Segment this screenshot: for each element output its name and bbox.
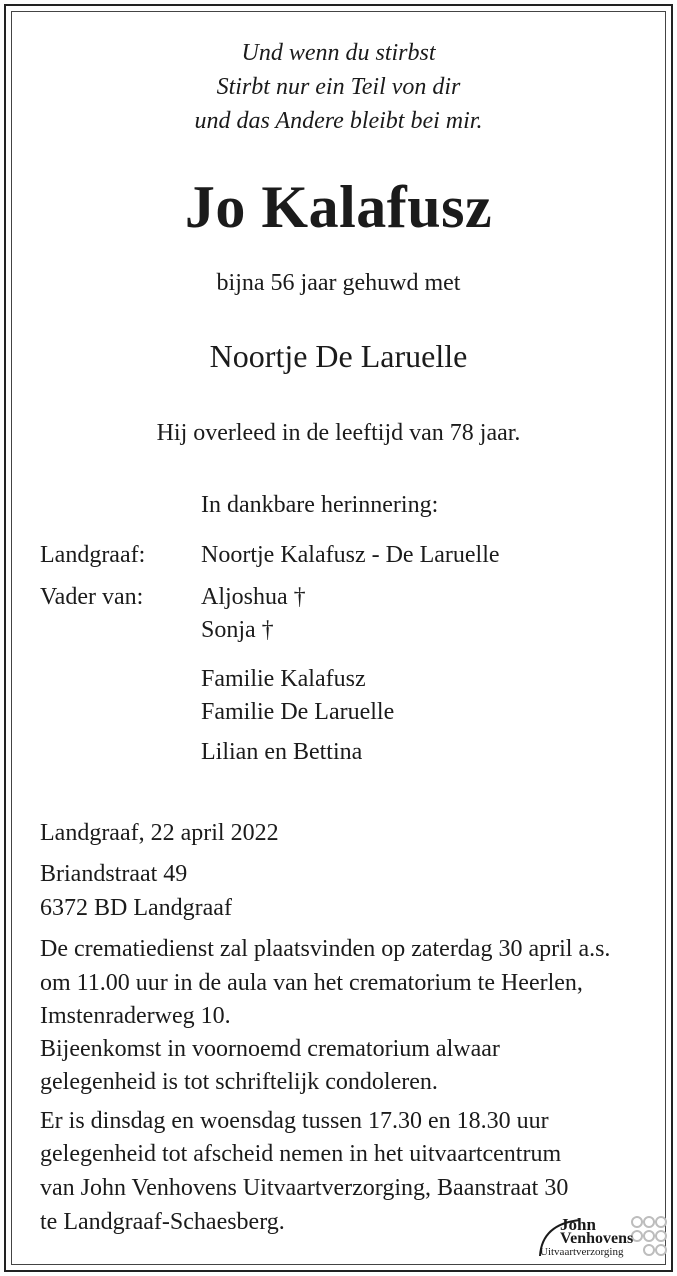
farewell-line: van John Venhovens Uitvaartverzorging, Baanstraat 30 [40, 1175, 569, 1201]
gathering-line: Bijeenkomst in voornoemd crematorium alwaar [40, 1036, 500, 1062]
mourner-label: Landgraaf: [40, 542, 146, 568]
cremation-line: De crematiedienst zal plaatsvinden op zaterdag 30 april a.s. [40, 936, 611, 962]
logo-name-line-1: John [560, 1215, 596, 1234]
place-date: Landgraaf, 22 april 2022 [40, 820, 279, 846]
motto-line-2: Stirbt nur ein Teil von dir [216, 74, 461, 100]
family-line: Familie Kalafusz [201, 666, 366, 692]
mourner-value: Aljoshua † [201, 584, 306, 610]
motto-line-1: Und wenn du stirbst [241, 40, 436, 66]
farewell-line: te Landgraaf-Schaesberg. [40, 1209, 285, 1235]
partner-name: Noortje De Laruelle [209, 338, 468, 374]
deceased-name: Jo Kalafusz [184, 174, 493, 240]
memory-text: In dankbare herinnering: [201, 492, 439, 518]
cremation-line: om 11.00 uur in de aula van het crematorium te Heerlen, [40, 970, 583, 996]
farewell-line: Er is dinsdag en woensdag tussen 17.30 en 18.30 uur [40, 1108, 549, 1134]
mourner-value: Sonja † [201, 617, 274, 643]
logo-name-line-2: Venhovens [560, 1230, 634, 1247]
motto-line-3: und das Andere bleibt bei mir. [194, 108, 483, 134]
logo-subtitle: Uitvaartverzorging [540, 1246, 624, 1258]
gathering-line: gelegenheid is tot schriftelijk condoleren. [40, 1069, 438, 1095]
age-text: Hij overleed in de leeftijd van 78 jaar. [156, 420, 521, 446]
cremation-line: Imstenraderweg 10. [40, 1003, 231, 1029]
farewell-line: gelegenheid tot afscheid nemen in het uitvaartcentrum [40, 1141, 562, 1167]
address-city: 6372 BD Landgraaf [40, 895, 232, 921]
logo-circles-icon [630, 1214, 668, 1260]
funeral-home-logo [534, 1212, 669, 1264]
married-text: bijna 56 jaar gehuwd met [216, 270, 461, 296]
family-line: Familie De Laruelle [201, 699, 395, 725]
mourner-label: Vader van: [40, 584, 144, 610]
others-line: Lilian en Bettina [201, 739, 363, 765]
address-street: Briandstraat 49 [40, 861, 188, 887]
mourner-value: Noortje Kalafusz - De Laruelle [201, 542, 500, 568]
